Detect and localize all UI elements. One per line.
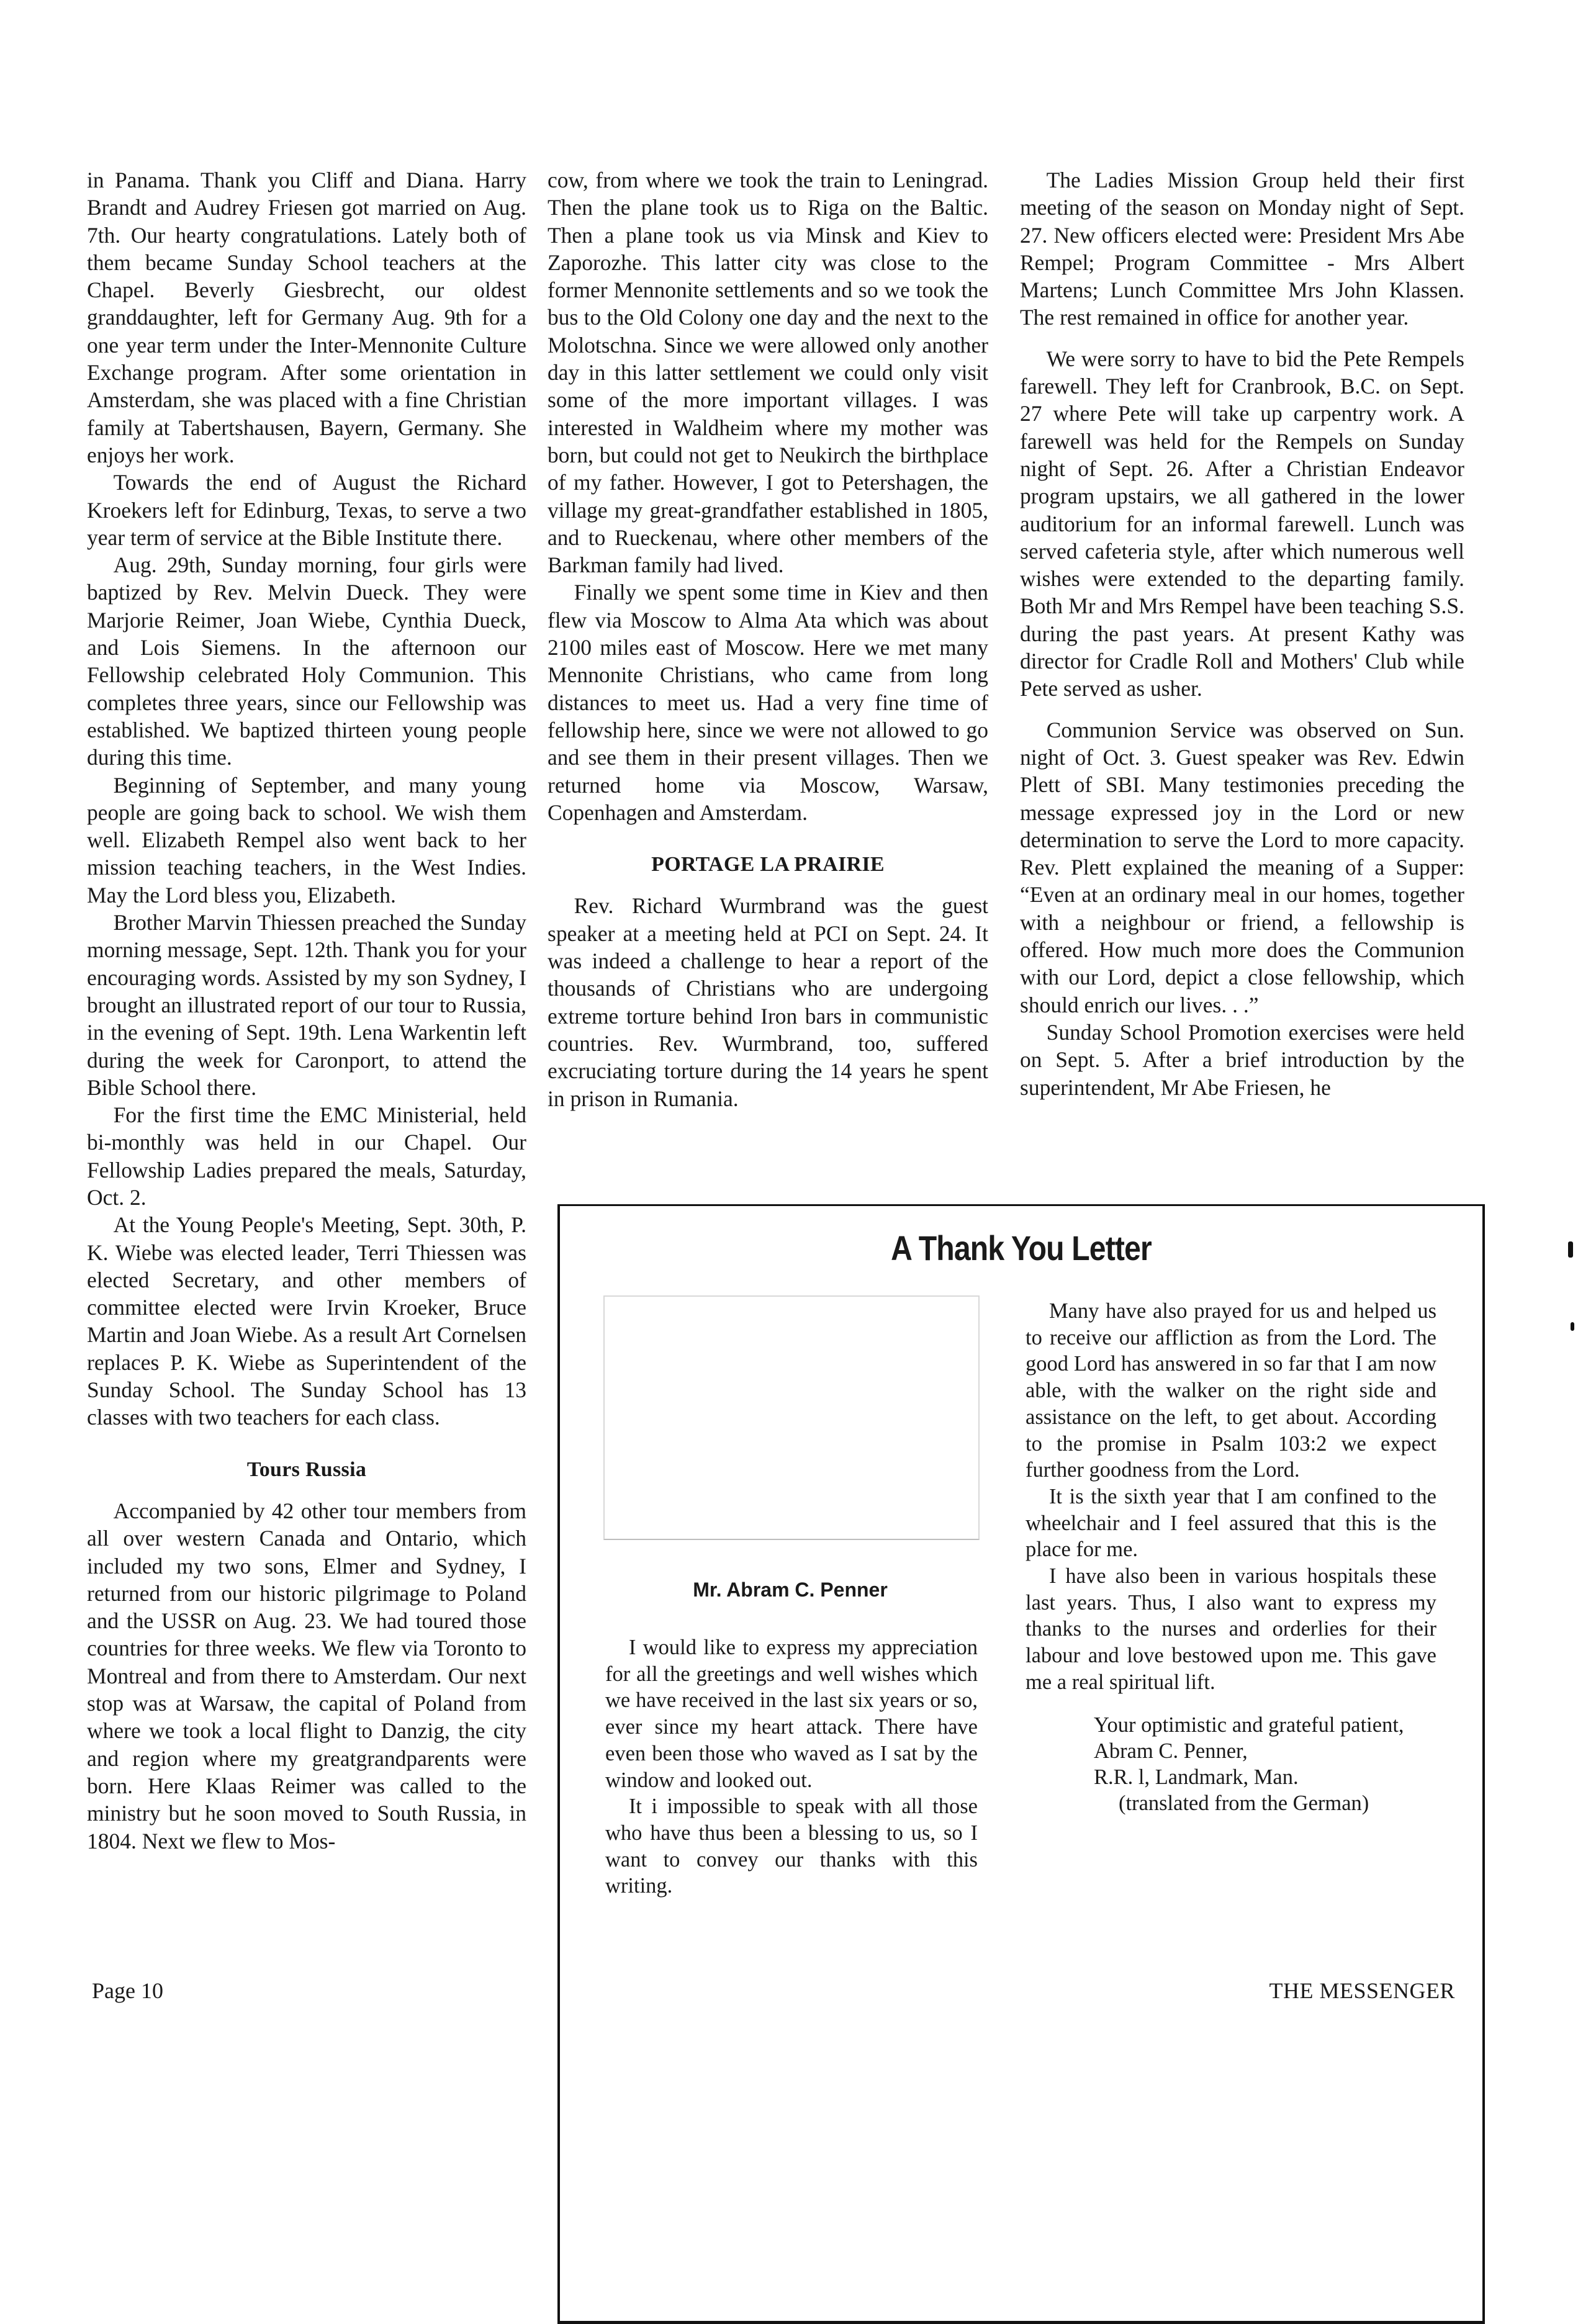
paragraph: Accompanied by 42 other tour members from all over western Canada and Ontario, which included my two sons, Elmer and Sydney, I returned from our historic pilgrimage to Poland and the USSR on Aug. 23. We had toured those countries for three weeks. We flew via Toronto to Montreal and from there to Amsterdam. Our next stop was at Warsaw, the capital of Poland from where we took a local flight to Danzig, the city and region where my greatgrandparents were born. Here Klaas Reimer was called to the ministry but he soon moved to South Russia, in 1804. Next we flew to Mos-: [87, 1498, 526, 1853]
letter-title: A Thank You Letter: [891, 1228, 1152, 1268]
translation-note: (translated from the German): [1119, 1791, 1369, 1815]
paragraph: Brother Marvin Thiessen preached the Sunday morning message, Sept. 12th. Thank you for your encouraging words. Assisted by my son Sydney, I brought an illustrated report of our tour to Russia, in the evening of Sept. 19th. Lena Warkentin left during the week for Caronport, to attend the Bible School there.: [87, 910, 526, 1100]
signature-closing: Your optimistic and grateful patient,: [1094, 1713, 1404, 1737]
paragraph: Sunday School Promotion exercises were held on Sept. 5. After a brief introduction by the superintendent, Mr Abe Friesen, he: [1020, 1019, 1464, 1100]
signature-name: Abram C. Penner,: [1094, 1739, 1248, 1763]
scan-edge-mark: [1568, 1241, 1573, 1258]
paragraph: For the first time the EMC Ministerial, held bi-monthly was held in our Chapel. Our Fellowship Ladies prepared the meals, Saturday, Oct. 2.: [87, 1102, 526, 1210]
article-column-2: [548, 166, 988, 1112]
section-heading-tours-russia: Tours Russia: [246, 1457, 367, 1481]
paragraph: cow, from where we took the train to Leningrad. Then the plane took us to Riga on the Baltic. Then a plane took us via Minsk and Kiev to Zaporozhe. This latter city was close to the former Mennonite settlements and so we took the bus to the Old Colony one day and the next to the Molotschna. Since we were allowed only another day in this latter settlement we could only visit some of the more important villages. I was interested in Waldheim where my mother was born, but could not get to Neukirch the birthplace of my father. However, I got to Petershagen, the village my great-grandfather established in 1805, and to Rueckenau, where other members of the Barkman family had lived.: [548, 168, 988, 578]
paragraph: Beginning of September, and many young people are going back to school. We wish them well. Elizabeth Rempel also went back to her mission teaching teachers, in the West Indies. May the Lord bless you, Elizabeth.: [87, 772, 526, 908]
paragraph: It is the sixth year that I am confined to the wheelchair and I feel assured that this is the place for me.: [1026, 1484, 1436, 1562]
letter-column-right: [1026, 1298, 1436, 1816]
portrait-photo: [603, 1295, 980, 1540]
paragraph: Communion Service was observed on Sun. night of Oct. 3. Guest speaker was Rev. Edwin Plett of SBI. Many testimonies preceding the message expressed joy in the Lord or new determination to serve the Lord to more capacity. Rev. Plett explained the meaning of a Supper: “Even at an ordinary meal in our homes, together with a neighbour or friend, a fellowship is offered. How much more does the Communion with our Lord, depict a close fellowship, which should enrich our lives. . .”: [1020, 717, 1464, 1017]
article-column-3: [1020, 166, 1464, 1101]
paragraph: Many have also prayed for us and helped us to receive our affliction as from the Lord. The good Lord has answered in so far that I am now able, with the walker on the right side and assistance on the left, to get about. According to the promise in Psalm 103:2 we expect further goodness from the Lord.: [1026, 1299, 1436, 1482]
paragraph: Towards the end of August the Richard Kroekers left for Edinburg, Texas, to serve a two year term of service at the Bible Institute there.: [87, 470, 526, 550]
photo-caption: Mr. Abram C. Penner: [693, 1579, 888, 1601]
paragraph: It i impossible to speak with all those who have thus been a blessing to us, so I want to convey our thanks with this writing.: [605, 1795, 978, 1898]
paragraph: Rev. Richard Wurmbrand was the guest speaker at a meeting held at PCI on Sept. 24. It was indeed a challenge to hear a report of the thousands of Christians who are undergoing extreme torture behind Iron bars in communistic countries. Rev. Wurmbrand, too, suffered excruciating torture during the 14 years he spent in prison in Rumania.: [548, 893, 988, 1111]
publication-name: THE MESSENGER: [1269, 1978, 1455, 2003]
paragraph: We were sorry to have to bid the Pete Rempels farewell. They left for Cranbrook, B.C. on Sept. 27 where Pete will take up carpentry work. A farewell was held for the Rempels on Sunday night of Sept. 26. After a Christian Endeavor program upstairs, we all gathered in the lower auditorium for an informal farewell. Lunch was served cafeteria style, after which numerous well wishes were extended to the departing family. Both Mr and Mrs Rempel have been teaching S.S. during the past years. At present Kathy was director for Cradle Roll and Mothers' Club while Pete served as usher.: [1020, 346, 1464, 701]
page-number: Page 10: [92, 1978, 163, 2003]
scan-edge-mark: [1571, 1322, 1574, 1331]
thank-you-letter-box: [557, 1204, 1485, 2324]
paragraph: At the Young People's Meeting, Sept. 30th, P. K. Wiebe was elected leader, Terri Thiessen was elected Secretary, and other members of committee elected were Irvin Kroeker, Bruce Martin and Joan Wiebe. As a result Art Cornelsen replaces P. K. Wiebe as Superintendent of the Sunday School. The Sunday School has 13 classes with two teachers for each class.: [87, 1212, 526, 1430]
paragraph: Aug. 29th, Sunday morning, four girls were baptized by Rev. Melvin Dueck. They were Marjorie Reimer, Joan Wiebe, Cynthia Dueck, and Lois Siemens. In the afternoon our Fellowship celebrated Holy Communion. This completes three years, since our Fellowship was established. We baptized thirteen young people during this time.: [87, 552, 526, 770]
letter-signature: [1094, 1712, 1436, 1816]
section-heading-portage-la-prairie: PORTAGE LA PRAIRIE: [651, 853, 885, 876]
letter-column-left: [605, 1634, 978, 1899]
paragraph: Finally we spent some time in Kiev and then flew via Moscow to Alma Ata which was about 2100 miles east of Moscow. Here we met many Mennonite Christians, who came from long distances to meet us. Had a very fine time of fellowship here, since we were not allowed to go and see them in their present villages. Then we returned home via Moscow, Warsaw, Copenhagen and Amsterdam.: [548, 580, 988, 825]
signature-address: R.R. l, Landmark, Man.: [1094, 1765, 1299, 1789]
paragraph: The Ladies Mission Group held their first meeting of the season on Monday night of Sept. 27. New officers elected were: President Mrs Abe Rempel; Program Committee - Mrs Albert Martens; Lunch Committee Mrs John Klassen. The rest remained in office for another year.: [1020, 168, 1464, 330]
article-column-1: [87, 166, 526, 1855]
paragraph: I would like to express my appreciation for all the greetings and well wishes which we have received in the last six years or so, ever since my heart attack. There have even been those who waved as I sat by the window and looked out.: [605, 1636, 978, 1792]
paragraph: I have also been in various hospitals these last years. Thus, I also want to express my thanks to the nurses and orderlies for their labour and love bestowed upon me. This gave me a real spiritual lift.: [1026, 1564, 1436, 1694]
paragraph: in Panama. Thank you Cliff and Diana. Harry Brandt and Audrey Friesen got married on Aug. 7th. Our hearty congratulations. Lately both of them became Sunday School teachers at the Chapel. Beverly Giesbrecht, our oldest granddaughter, left for Germany Aug. 9th for a one year term under the Inter-Mennonite Culture Exchange program. After some orientation in Amsterdam, she was placed with a fine Christian family at Tabertshausen, Bayern, Germany. She enjoys her work.: [87, 168, 526, 467]
